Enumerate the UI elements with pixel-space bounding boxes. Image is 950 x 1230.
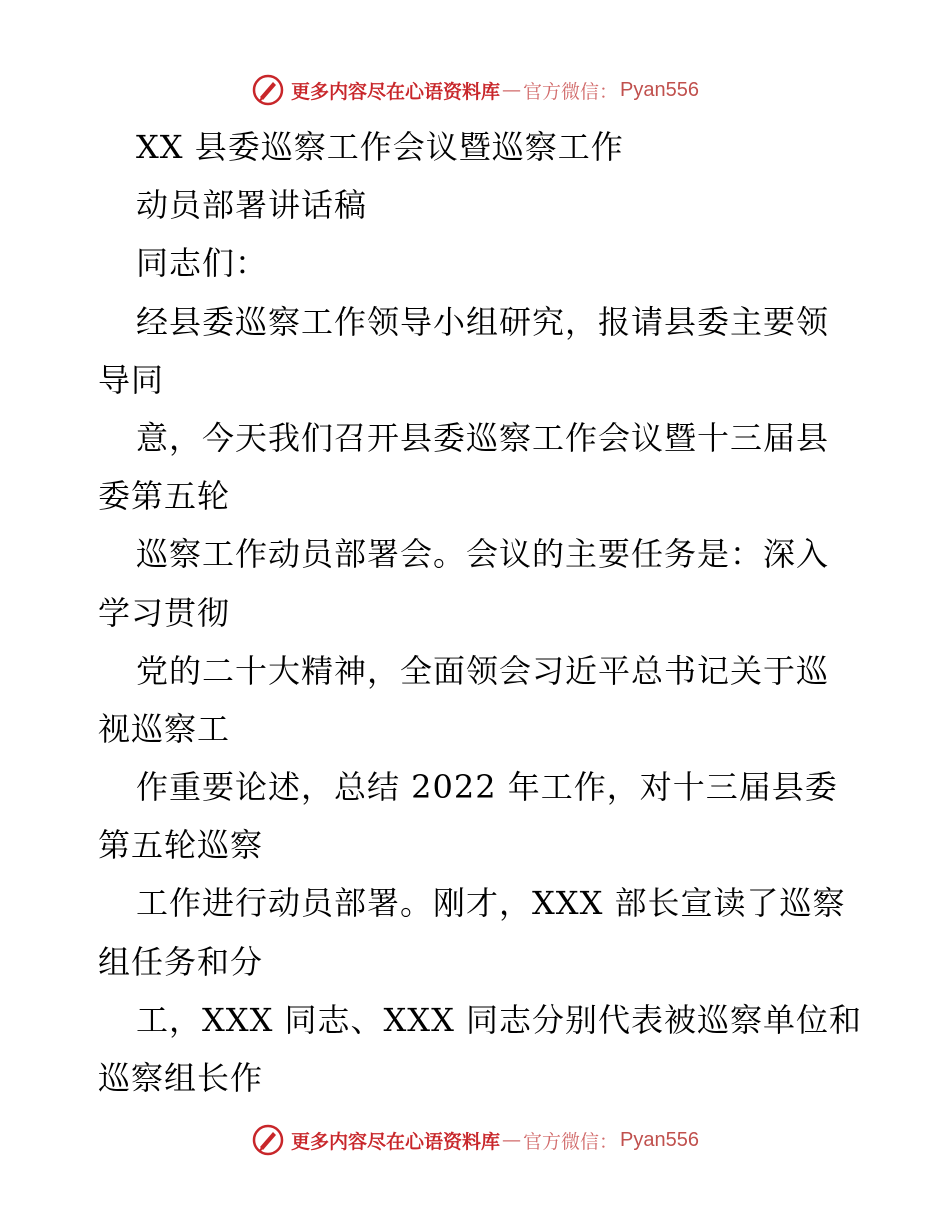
title-line-2: 动员部署讲话稿	[136, 186, 368, 225]
watermark-wechat-id: Pyan556	[620, 78, 699, 101]
salutation: 同志们：	[136, 244, 269, 283]
paragraph-line: 意，今天我们召开县委巡察工作会议暨十三届县	[136, 418, 830, 457]
watermark-brand: 更多内容尽在心语资料库	[291, 1130, 501, 1153]
logo-icon	[251, 1123, 285, 1157]
footer-watermark	[0, 1120, 950, 1160]
paragraph-line: 第五轮巡察	[98, 826, 264, 865]
paragraph-line: 经县委巡察工作领导小组研究，报请县委主要领	[136, 302, 830, 341]
title-line-1: XX 县委巡察工作会议暨巡察工作	[136, 128, 624, 166]
watermark-brand: 更多内容尽在心语资料库	[291, 80, 501, 103]
watermark-label: 官方微信：	[523, 80, 619, 103]
document-body	[98, 118, 863, 1107]
watermark-wechat-id: Pyan556	[620, 1128, 699, 1151]
paragraph-line: 组任务和分	[98, 942, 264, 981]
paragraph-line: 导同	[98, 360, 165, 399]
paragraph-line: 工，XXX 同志、XXX 同志分别代表被巡察单位和	[136, 1000, 863, 1039]
watermark-separator: —	[502, 79, 522, 101]
logo-icon	[251, 73, 285, 107]
paragraph-line: 工作进行动员部署。刚才，XXX 部长宣读了巡察	[136, 884, 846, 923]
paragraph-line: 巡察组长作	[98, 1059, 264, 1097]
paragraph-line: 学习贯彻	[98, 593, 231, 632]
paragraph-line: 作重要论述，总结 2022 年工作，对十三届县委	[136, 768, 838, 807]
paragraph-line: 委第五轮	[98, 477, 231, 516]
paragraph-line: 党的二十大精神，全面领会习近平总书记关于巡	[136, 651, 830, 690]
header-watermark	[0, 70, 950, 110]
watermark-label: 官方微信：	[523, 1130, 619, 1153]
watermark-separator: —	[502, 1129, 522, 1151]
paragraph-line: 视巡察工	[98, 709, 231, 748]
paragraph-line: 巡察工作动员部署会。会议的主要任务是：深入	[136, 535, 830, 574]
